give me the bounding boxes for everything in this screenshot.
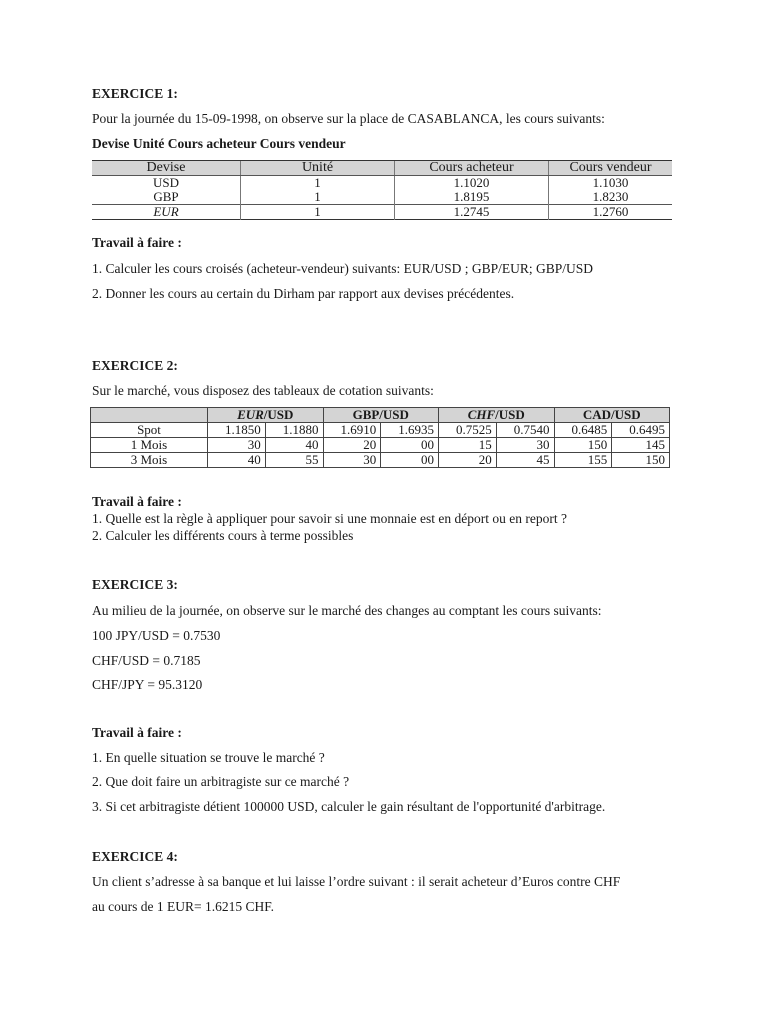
- table-cell: 1.1880: [265, 423, 323, 438]
- exercise-1-intro: Pour la journée du 15-09-1998, on observe sur la place de CASABLANCA, les cours suivants:: [92, 111, 605, 126]
- exercise-2-intro: Sur le marché, vous disposez des tableaux de cotation suivants:: [92, 383, 434, 398]
- column-header-empty: [91, 408, 208, 423]
- column-header: Cours vendeur: [549, 161, 673, 176]
- exercise-4-line-1: Un client s’adresse à sa banque et lui laisse l’ordre suivant : il serait acheteur d’Euros contre CHF: [92, 874, 621, 889]
- table-cell: 30: [496, 438, 554, 453]
- table-header-row: [92, 161, 672, 176]
- exercise-3-task-title: Travail à faire :: [92, 725, 182, 740]
- table-cell: 150: [612, 453, 670, 468]
- table-cell: 15: [439, 438, 497, 453]
- exercise-3-title: EXERCICE 3:: [92, 577, 178, 592]
- column-header: Cours acheteur: [395, 161, 549, 176]
- table-cell: 1.1850: [208, 423, 266, 438]
- table-cell: EUR: [92, 205, 241, 220]
- exercise-1-task-2: 2. Donner les cours au certain du Dirham par rapport aux devises précédentes.: [92, 286, 515, 301]
- table-row: [91, 423, 670, 438]
- exercise-1-task-title: Travail à faire :: [92, 235, 182, 250]
- exercise-3-quote-3: CHF/JPY = 95.3120: [92, 677, 203, 692]
- table-cell: GBP: [153, 189, 179, 204]
- table-cell: 1: [241, 205, 395, 220]
- table-cell: 40: [208, 453, 266, 468]
- exercise-3-task-3: 3. Si cet arbitragiste détient 100000 USD, calculer le gain résultant de l'opportunité d'arbitrage.: [92, 799, 606, 814]
- exercise-1-table-wrap: [92, 160, 672, 220]
- table-cell: 20: [439, 453, 497, 468]
- column-header: Devise: [92, 161, 241, 176]
- table-cell: 1: [241, 176, 395, 191]
- table-cell: 1: [241, 190, 395, 205]
- table-cell: 40: [265, 438, 323, 453]
- table-cell: 145: [612, 438, 670, 453]
- table-cell: 0.6495: [612, 423, 670, 438]
- table-cell: 1.2745: [395, 205, 549, 220]
- table-cell: 0.7540: [496, 423, 554, 438]
- exercise-3-quote-1: 100 JPY/USD = 0.7530: [92, 628, 221, 643]
- row-label: 1 Mois: [91, 438, 208, 453]
- exercise-3-task-2: 2. Que doit faire un arbitragiste sur ce marché ?: [92, 774, 350, 789]
- table-cell: USD: [152, 175, 179, 190]
- table-cell: 30: [208, 438, 266, 453]
- column-header: GBP/USD: [323, 408, 439, 423]
- table-cell: 1.6935: [381, 423, 439, 438]
- row-label: Spot: [91, 423, 208, 438]
- exercise-1-subtitle: Devise Unité Cours acheteur Cours vendeur: [92, 136, 346, 151]
- exercise-3-task-1: 1. En quelle situation se trouve le marché ?: [92, 750, 325, 765]
- exercise-1-title: EXERCICE 1:: [92, 86, 178, 101]
- table-cell: 00: [381, 438, 439, 453]
- exercise-4-title: EXERCICE 4:: [92, 849, 178, 864]
- table-cell: 55: [265, 453, 323, 468]
- table-cell: 45: [496, 453, 554, 468]
- table-cell: 1.2760: [549, 205, 673, 220]
- exercise-2-task-title: Travail à faire :: [92, 494, 182, 509]
- table-header-row: [91, 408, 670, 423]
- table-cell: 20: [323, 438, 381, 453]
- table-cell: 1.1030: [549, 176, 673, 191]
- table-row: [92, 190, 672, 205]
- column-header: EUR/USD: [208, 408, 324, 423]
- table-cell: 1.6910: [323, 423, 381, 438]
- table-cell: 1.8230: [549, 190, 673, 205]
- exercise-2-table-wrap: [90, 407, 670, 468]
- exercise-3-intro: Au milieu de la journée, on observe sur le marché des changes au comptant les cours suivants:: [92, 603, 602, 618]
- exercise-2-task-2: 2. Calculer les différents cours à terme possibles: [92, 528, 354, 543]
- exercise-4-line-2: au cours de 1 EUR= 1.6215 CHF.: [92, 899, 275, 914]
- exercise-2-task-1: 1. Quelle est la règle à appliquer pour savoir si une monnaie est en déport ou en report ?: [92, 511, 567, 526]
- table-cell: 150: [554, 438, 612, 453]
- table-cell: 1.1020: [395, 176, 549, 191]
- exercise-3-quote-2: CHF/USD = 0.7185: [92, 653, 201, 668]
- column-header: CHF/USD: [439, 408, 555, 423]
- table-cell: 1.8195: [395, 190, 549, 205]
- exercise-2-title: EXERCICE 2:: [92, 358, 178, 373]
- row-label: 3 Mois: [91, 453, 208, 468]
- exercise-1-task-1: 1. Calculer les cours croisés (acheteur-vendeur) suivants: EUR/USD ; GBP/EUR; GBP/USD: [92, 261, 594, 276]
- column-header: Unité: [241, 161, 395, 176]
- exchange-rates-table: [92, 160, 672, 220]
- table-cell: 0.7525: [439, 423, 497, 438]
- table-row: [91, 438, 670, 453]
- table-cell: 155: [554, 453, 612, 468]
- table-row: [92, 205, 672, 220]
- quotation-table: [90, 407, 670, 468]
- table-cell: 30: [323, 453, 381, 468]
- table-cell: 00: [381, 453, 439, 468]
- column-header: CAD/USD: [554, 408, 670, 423]
- table-cell: 0.6485: [554, 423, 612, 438]
- table-row: [92, 176, 672, 191]
- table-row: [91, 453, 670, 468]
